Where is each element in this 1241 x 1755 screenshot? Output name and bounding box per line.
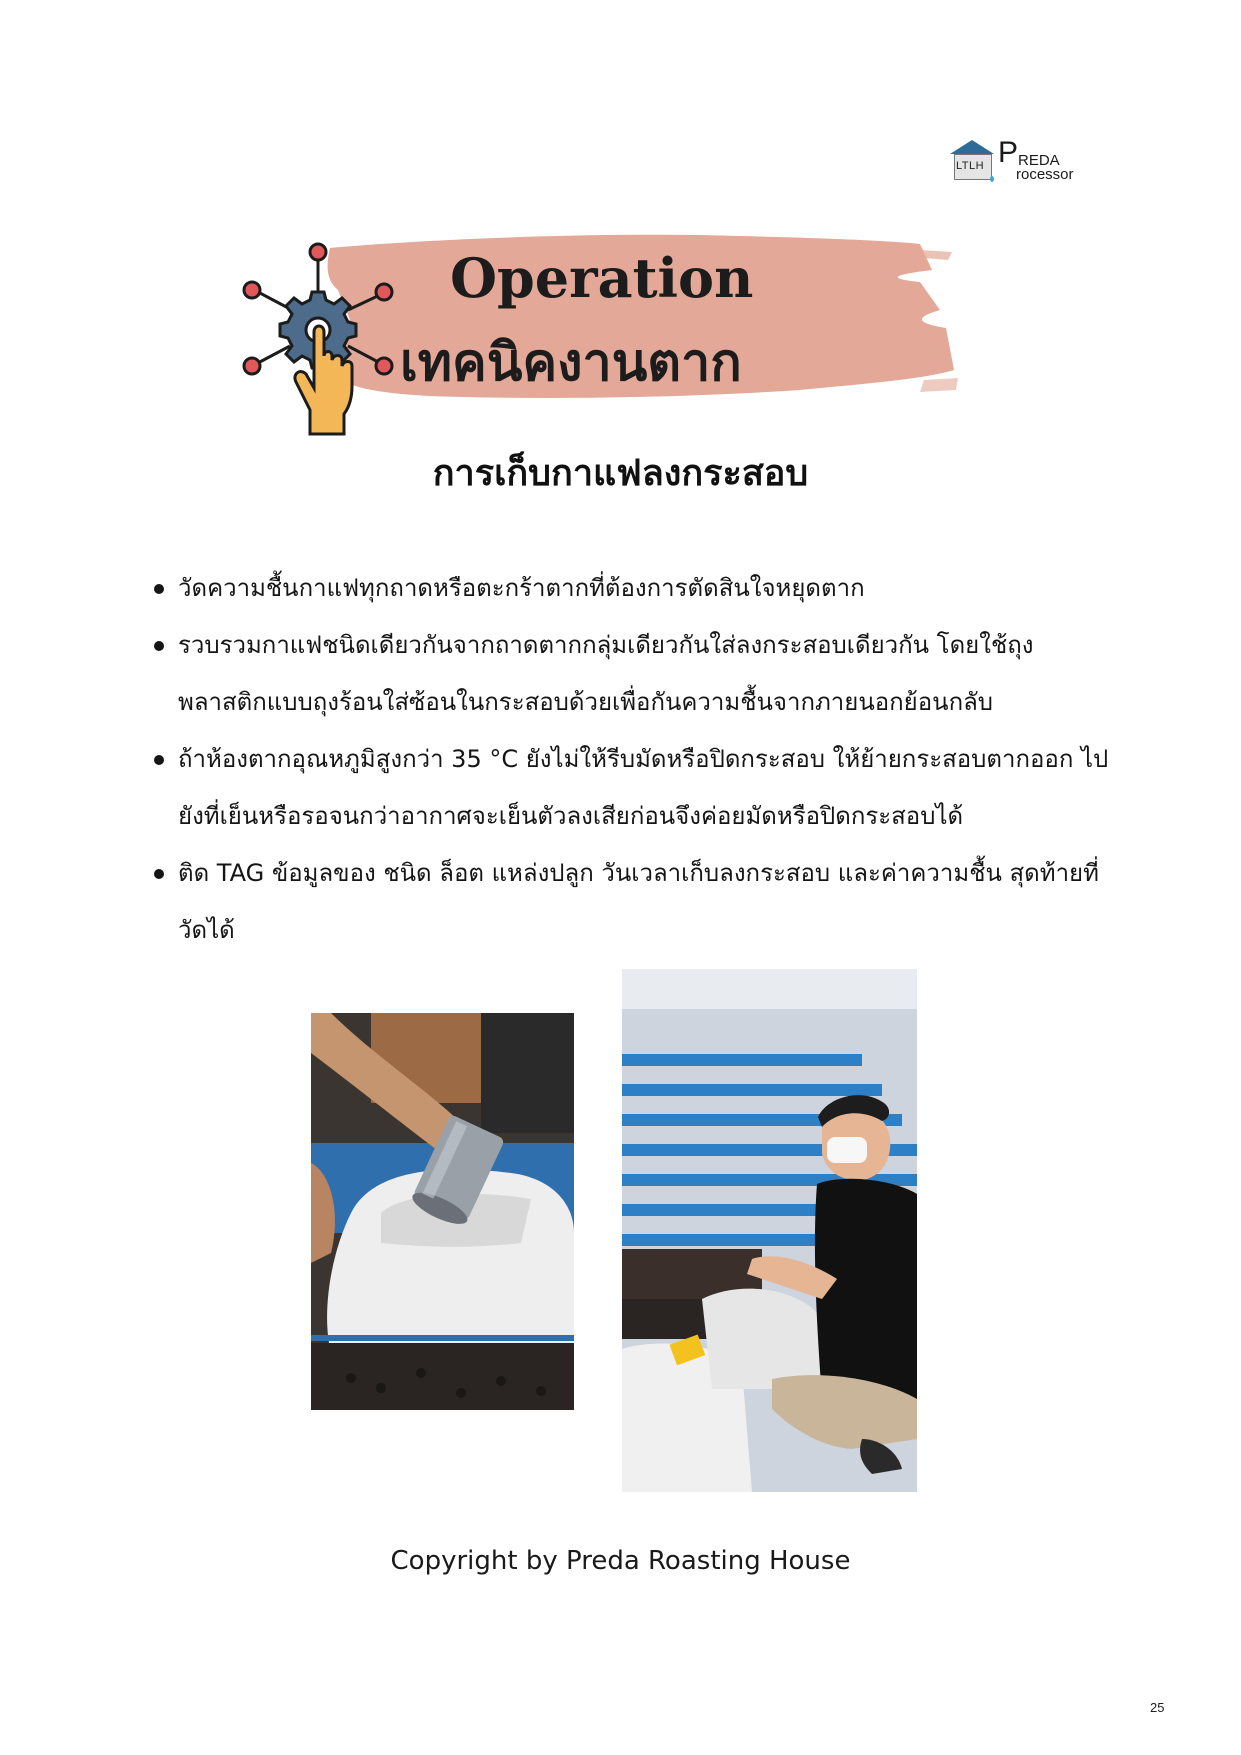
bullet-icon bbox=[154, 755, 164, 765]
house-roof-icon bbox=[950, 140, 994, 154]
logo-ltlh-text: LTLH bbox=[956, 160, 985, 172]
photo-scooping-coffee bbox=[311, 1013, 574, 1410]
photo-bagging-coffee bbox=[622, 969, 917, 1492]
logo-p-letter: P bbox=[998, 136, 1019, 169]
title-thai: เทคนิคงานตาก bbox=[400, 332, 742, 393]
title-english: Operation bbox=[450, 246, 754, 310]
preda-processor-logo bbox=[948, 138, 1088, 186]
page-number: 25 bbox=[1150, 1700, 1165, 1715]
list-item bbox=[150, 731, 1110, 845]
bullet-icon bbox=[154, 641, 164, 651]
list-item-text: รวบรวมกาแฟชนิดเดียวกันจากถาดตากกลุ่มเดียวกันใส่ลงกระสอบเดียวกัน โดยใช้ถุง พลาสติกแบบถุงร้อนใส่ซ้อนในกระสอบด้วยเพื่อกันความชื้นจากภายนอกย้อนกลับ bbox=[178, 631, 1034, 716]
copyright-text: Copyright by Preda Roasting House bbox=[390, 1546, 851, 1576]
list-item-text: ถ้าห้องตากอุณหภูมิสูงกว่า 35 °C ยังไม่ให้รีบมัดหรือปิดกระสอบ ให้ย้ายกระสอบตากออก ไปยังที่เย็นหรือรอจนกว่าอากาศจะเย็นตัวลงเสียก่อนจึงค่อยมัดหรือปิดกระสอบได้ bbox=[178, 745, 1109, 830]
logo-line2: rocessor bbox=[1016, 166, 1074, 183]
procedure-list bbox=[150, 560, 1110, 959]
bullet-icon bbox=[154, 584, 164, 594]
list-item bbox=[150, 617, 1110, 731]
list-item-text: วัดความชื้นกาแฟทุกถาดหรือตะกร้าตากที่ต้องการตัดสินใจหยุดตาก bbox=[178, 574, 865, 602]
list-item-text: ติด TAG ข้อมูลของ ชนิด ล็อต แหล่งปลูก วันเวลาเก็บลงกระสอบ และค่าความชื้น สุดท้ายที่วัดได้ bbox=[178, 859, 1099, 944]
droplet-icon bbox=[990, 176, 994, 182]
operation-network-icon bbox=[238, 238, 408, 438]
list-item bbox=[150, 560, 1110, 617]
section-subtitle: การเก็บกาแฟลงกระสอบ bbox=[432, 452, 809, 494]
logo-line1: REDA bbox=[1018, 152, 1060, 169]
list-item bbox=[150, 845, 1110, 959]
bullet-icon bbox=[154, 869, 164, 879]
